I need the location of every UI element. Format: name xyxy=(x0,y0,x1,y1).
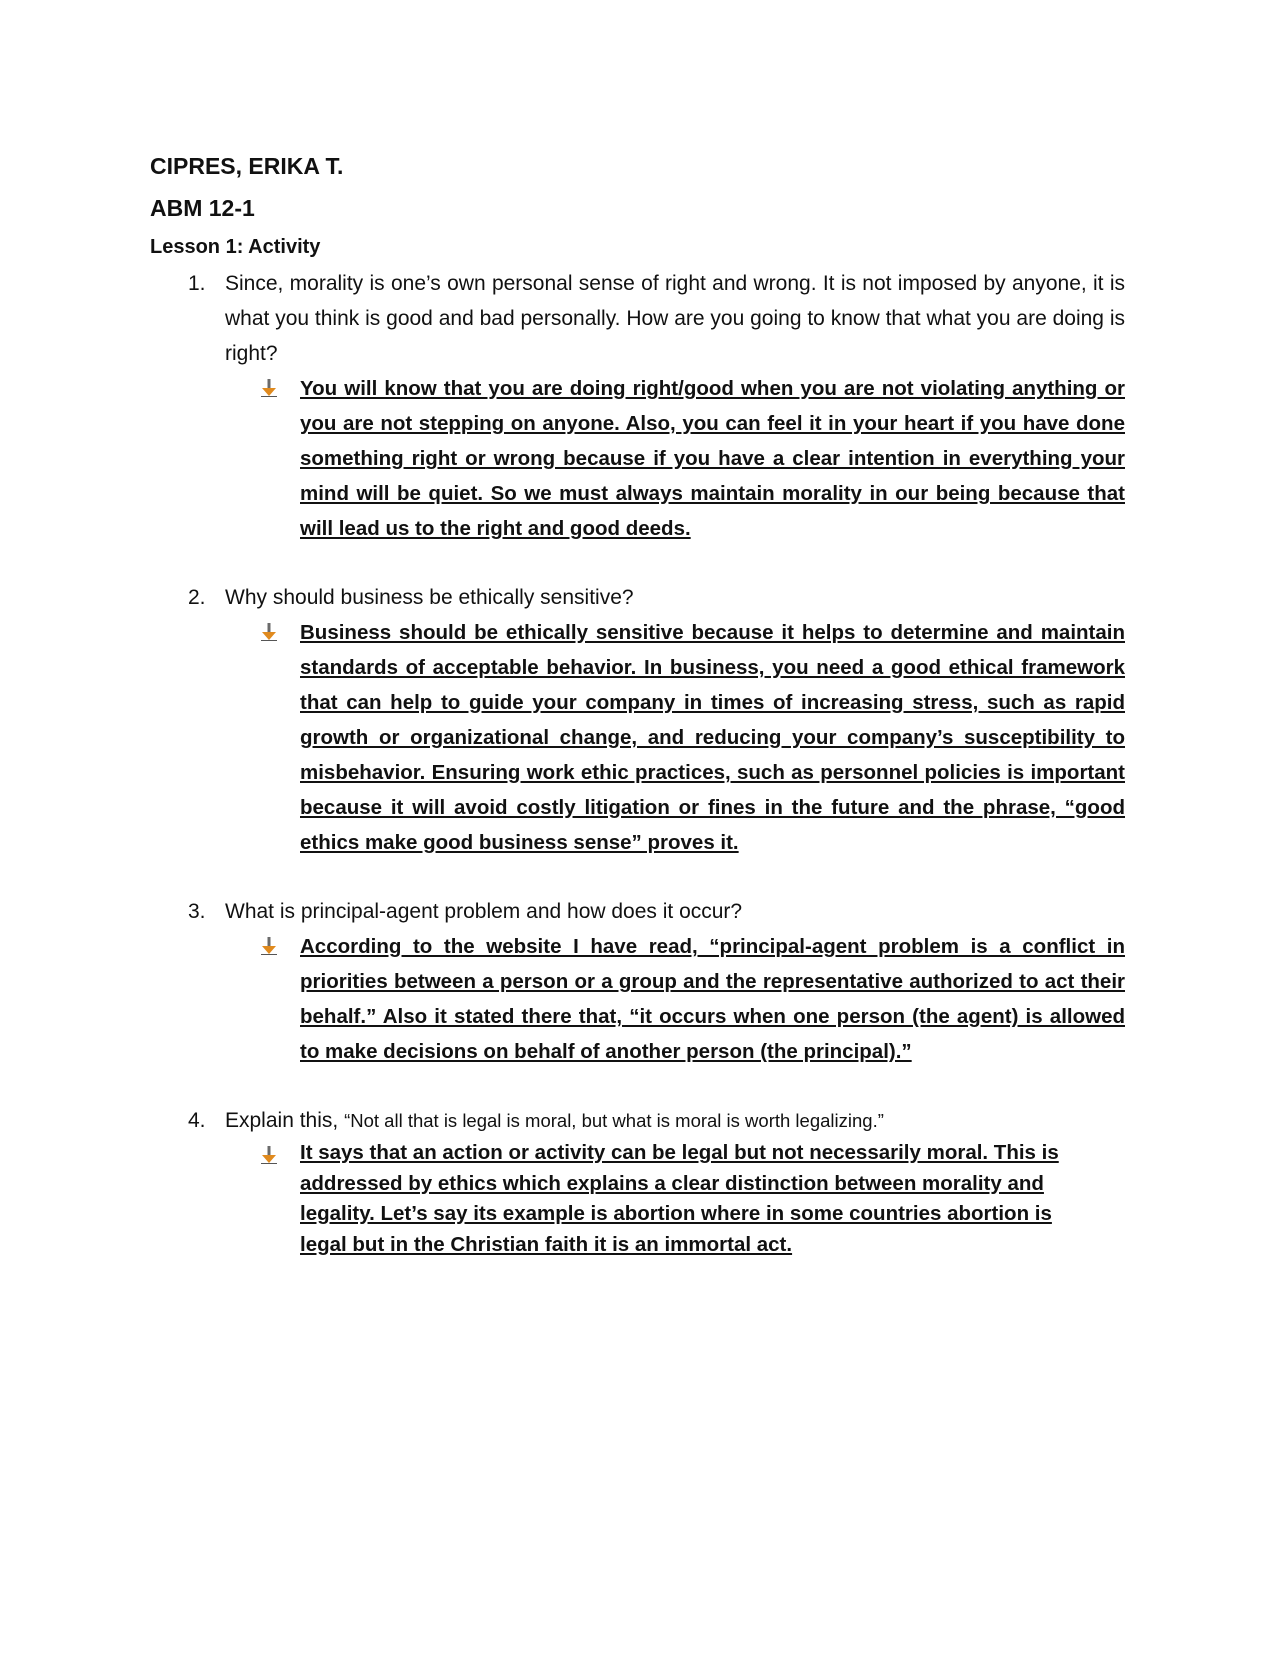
question-lead: Explain this, xyxy=(225,1109,339,1132)
answer xyxy=(225,371,1125,546)
student-name: CIPRES, ERIKA T. xyxy=(150,153,344,179)
question-number: 3. xyxy=(188,900,206,923)
question-text xyxy=(225,1103,1125,1138)
class-section: ABM 12-1 xyxy=(150,195,255,221)
down-arrow-bullet-icon xyxy=(261,937,277,955)
question-number: 1. xyxy=(188,272,206,295)
question-text: Since, morality is one’s own personal sense of right and wrong. It is not imposed by anyone, it is what you think is good and bad personally. How are you going to know that what you are doing is right? xyxy=(225,272,1125,365)
lesson-title: Lesson 1: Activity xyxy=(150,236,321,258)
answer xyxy=(225,615,1125,860)
question-quote: “Not all that is legal is moral, but what is moral is worth legalizing.” xyxy=(344,1110,884,1131)
down-arrow-bullet-icon xyxy=(261,379,277,397)
answer-text: According to the website I have read, “principal-agent problem is a conflict in priorities between a person or a group and the representative authorized to act their behalf.” Also it stated there that, “it occurs when one person (the agent) is allowed to make decisions on behalf of another person (the principal).” xyxy=(300,935,1125,1063)
down-arrow-bullet-icon xyxy=(261,623,277,641)
document-page xyxy=(150,150,1125,1260)
down-arrow-bullet-icon xyxy=(261,1146,277,1164)
question-item-2 xyxy=(150,580,1125,860)
question-text: Why should business be ethically sensitive? xyxy=(225,586,634,609)
question-list xyxy=(150,266,1125,1260)
question-item-1 xyxy=(150,266,1125,546)
question-item-4 xyxy=(150,1103,1125,1260)
answer xyxy=(225,1138,1125,1260)
question-number: 4. xyxy=(188,1109,206,1132)
question-text: What is principal-agent problem and how does it occur? xyxy=(225,900,743,923)
question-item-3 xyxy=(150,894,1125,1069)
question-number: 2. xyxy=(188,586,206,609)
answer-text: You will know that you are doing right/good when you are not violating anything or you are not stepping on anyone. Also, you can feel it in your heart if you have done something right or wrong because if you have a clear intention in everything your mind will be quiet. So we must always maintain morality in our being because that will lead us to the right and good deeds. xyxy=(300,377,1125,540)
answer xyxy=(225,929,1125,1069)
answer-text: Business should be ethically sensitive because it helps to determine and maintain standards of acceptable behavior. In business, you need a good ethical framework that can help to guide your company in times of increasing stress, such as rapid growth or organizational change, and reducing your company’s susceptibility to misbehavior. Ensuring work ethic practices, such as personnel policies is important because it will avoid costly litigation or fines in the future and the phrase, “good ethics make good business sense” proves it. xyxy=(300,621,1125,854)
answer-text: It says that an action or activity can be legal but not necessarily moral. This is addressed by ethics which explains a clear distinction between morality and legality. Let’s say its example is abortion where in some countries abortion is legal but in the Christian faith it is an immortal act. xyxy=(300,1141,1059,1256)
